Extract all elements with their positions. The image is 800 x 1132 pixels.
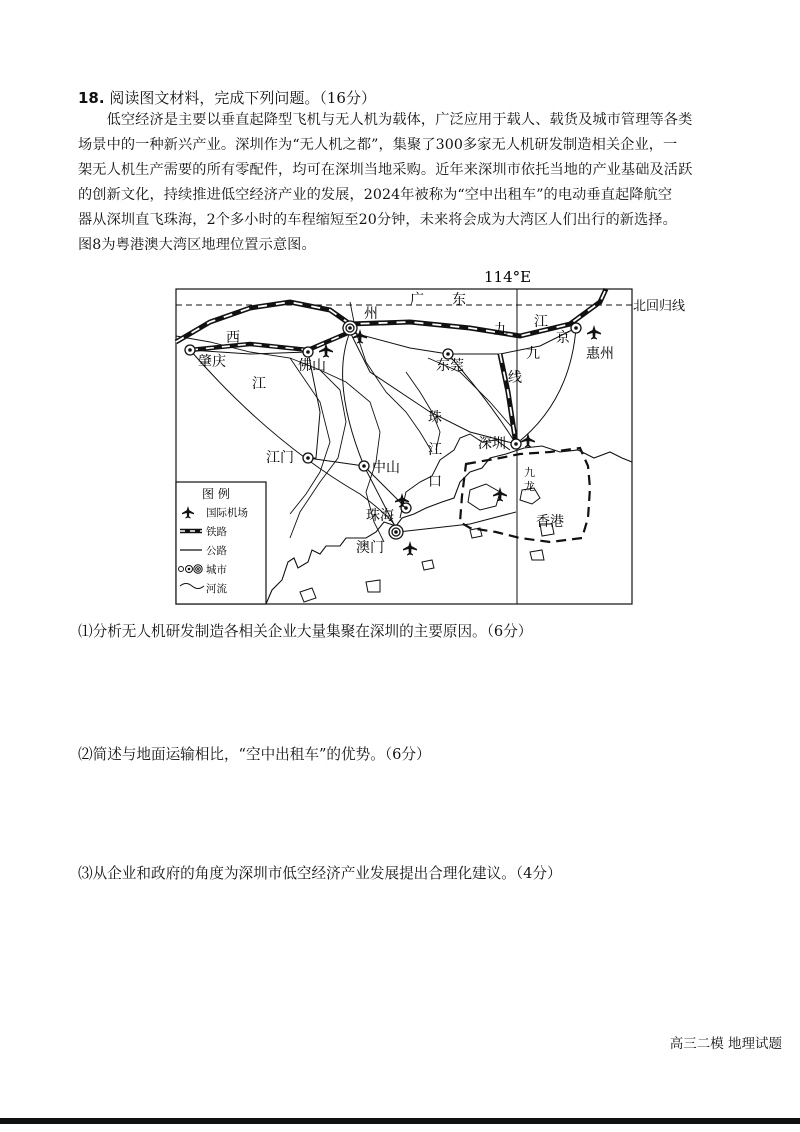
sub-question-1: ⑴分析无人机研发制造各相关企业大量集聚在深圳的主要原因。（6分） [78,623,533,640]
bottom-border [0,1118,800,1124]
island-6 [300,588,316,602]
city-label-guangzhou: 州 [364,306,378,322]
passage-line-3: 架无人机生产需要的所有零配件，均可在深圳当地采购。近年来深圳市依托当地的产业基础及活跃 [78,162,693,178]
legend-highway-label: 公路 [206,545,227,557]
hzm-bridge [398,512,516,532]
page-footer: 高三二模 地理试题 [669,1036,782,1052]
longitude-label: 114°E [484,268,532,286]
city-huizhou [571,323,614,362]
estuary-label-2: 江 [428,442,442,458]
city-jiangmen [266,450,313,466]
river-4 [290,358,330,514]
question-instruction: 阅读图文材料，完成下列问题。（16分） [109,89,376,107]
passage-line-5: 器从深圳直飞珠海，2个多小时的车程缩短至20分钟，未来将会成为大湾区人们出行的新选择。 [78,212,677,228]
airport-icon [521,433,535,448]
island-4 [422,560,434,570]
question-title [78,87,376,108]
passage-line-2: 场景中的一种新兴产业。深圳作为“无人机之都”，集聚了300多家无人机研发制造相关企业，一 [78,137,678,153]
region-label-guang: 广 [410,292,424,308]
bay-area-map [170,262,686,608]
city-label-macau: 澳门 [356,540,384,556]
jiujiang-label-1: 九 [494,322,508,338]
city-macau [356,525,403,556]
airport-icon [587,325,601,340]
question-number: 18. [78,89,105,107]
city-zhongshan [359,459,400,476]
passage-line-6: 图8为粤港澳大湾区地理位置示意图。 [78,237,316,253]
estuary-label-3: 口 [428,474,442,490]
sub-question-3: ⑶从企业和政府的角度为深圳市低空经济产业发展提出合理化建议。（4分） [78,865,562,882]
island-lantau [468,484,500,510]
river-label-xi: 西 [226,330,240,346]
legend-railway-label: 铁路 [206,526,227,538]
legend-title: 图 例 [202,487,230,501]
city-label-dongguan: 东莞 [436,358,464,374]
map-svg [170,262,686,608]
passage-line-1: 低空经济是主要以垂直起降型飞机与无人机为载体，广泛应用于载人、载货及城市管理等各类 [78,112,693,128]
city-label-jiangmen: 江门 [266,450,294,466]
city-label-zhuhai: 珠海 [366,508,394,524]
highway-1 [190,328,576,354]
legend-airport-label: 国际机场 [206,507,248,519]
jiulong-label-1: 九 [524,466,535,479]
legend-city-label: 城市 [206,564,227,576]
city-label-shenzhen: 深圳 [478,436,506,452]
airport-icon [403,541,417,556]
tropic-label: 北回归线 [633,299,686,314]
estuary-label-1: 珠 [428,410,442,426]
city-label-huizhou: 惠州 [586,346,614,362]
legend-river-label: 河流 [206,583,227,595]
passage-line-4: 的创新文化，持续推进低空经济产业的发展，2024年被称为“空中出租车”的电动垂直起降航空 [78,187,673,203]
jiulong-label-2: 龙 [524,480,535,493]
rail-label-jiu: 九 [526,346,540,362]
island-3 [366,580,380,592]
city-label-foshan: 佛山 [298,358,326,374]
highway-8 [350,332,516,444]
rail-label-jing: 京 [556,330,570,346]
city-label-hongkong: 香港 [536,514,564,530]
sub-question-2: ⑵简述与地面运输相比，“空中出租车”的优势。（6分） [78,746,431,763]
river-label-jiang: 江 [252,376,266,392]
jiujiang-label-2: 江 [534,314,548,330]
island-2 [530,550,544,560]
region-label-dong: 东 [452,292,466,308]
rail-label-xian: 线 [508,370,522,386]
map-legend [176,482,266,604]
city-label-zhongshan: 中山 [372,460,400,476]
city-label-zhaoqing: 肇庆 [198,354,226,370]
